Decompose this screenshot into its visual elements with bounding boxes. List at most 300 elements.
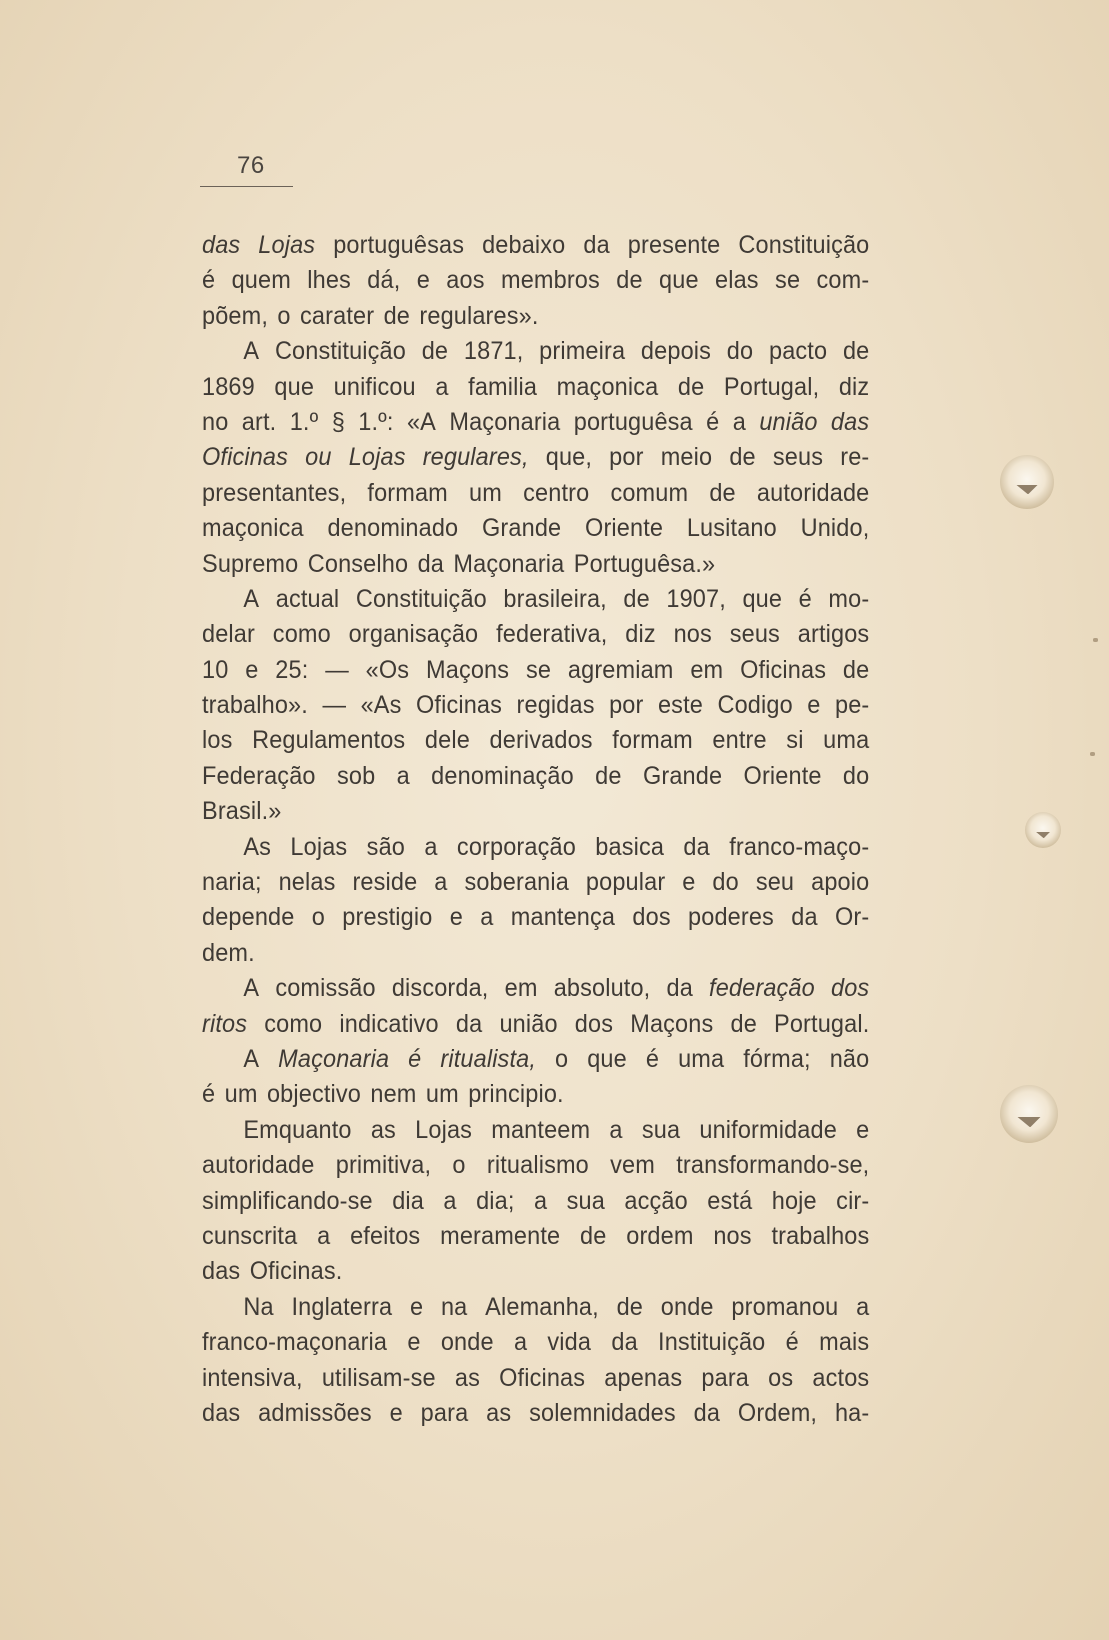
word: Lojas [290,832,348,861]
word: centro [523,478,590,507]
italic-word: ritualista, [440,1044,536,1073]
word: A [243,584,260,613]
text-line [202,1290,869,1325]
word: admissões [258,1398,372,1427]
word: é [798,584,812,613]
word: dia [392,1186,424,1215]
word: Maçonaria [449,407,561,436]
paper-speck [1090,752,1095,756]
word: se [525,655,552,684]
word: absoluto, [553,974,651,1003]
word: o [277,301,291,330]
word: como [264,1009,323,1038]
word: a [513,1328,528,1357]
word: dá, [367,266,401,295]
word: e [245,655,259,684]
word: e [407,1328,421,1357]
word: soberania [464,868,569,897]
text-line [202,936,869,971]
word: comissão [275,974,376,1003]
word: maçonica [202,514,304,543]
word: vida [547,1328,592,1357]
word: a [856,1292,870,1321]
word: depois [640,337,712,366]
word: «A [406,407,437,436]
body-text [202,228,869,1431]
word: Oficinas [415,691,503,720]
word: Oficinas [740,655,827,684]
word: 10 [202,655,229,684]
word: como [272,620,331,649]
word: re- [840,443,870,472]
word: carater [300,301,375,330]
word: o [311,903,326,932]
italic-word: regulares, [422,443,529,472]
punch-hole-icon [1000,455,1054,509]
word: a [443,1186,457,1215]
word: reside [352,868,418,897]
word: seus [772,443,824,472]
italic-word: ou [305,443,332,472]
word: naria; [202,868,262,897]
word: «Os [365,655,410,684]
text-line [202,511,869,546]
word: que, [545,443,593,472]
word: A [243,974,260,1003]
word: que [274,372,315,401]
word: Oficinas [499,1363,586,1392]
word: portuguêsa [573,407,693,436]
italic-word: ritos [202,1009,248,1038]
word: «As [360,691,402,720]
word: art. [241,407,277,436]
word: da [611,1328,638,1357]
word: Alemanha, [485,1292,599,1321]
word: Maçonaria [453,549,565,578]
word: a [533,1186,548,1215]
word: brasileira, [503,584,607,613]
word: actos [812,1363,870,1392]
word: que [659,266,699,295]
word: Lusitano [686,514,777,543]
word: dele [424,726,470,755]
word: derivados [489,726,593,755]
word: ordem [626,1221,694,1250]
word: e [449,903,463,932]
word: popular [585,868,666,897]
word: de [623,584,650,613]
text-line [202,263,869,298]
word: solemnidades [529,1398,676,1427]
word: Maçons [426,655,510,684]
text-line [202,688,869,723]
word: as [454,1363,480,1392]
word: das [202,1398,241,1427]
word: de [709,478,736,507]
word: primitiva, [335,1151,432,1180]
word: A [243,337,260,366]
word: 1869 [202,372,255,401]
word: hoje [771,1186,817,1215]
text-line [202,582,869,617]
word: § [331,407,345,436]
text-line [202,299,869,334]
word: simplificando-se [202,1186,373,1215]
word: formam [367,478,448,507]
text-line [202,405,869,440]
word: sua [641,1115,681,1144]
word: Instituição [658,1328,766,1357]
word: do [726,337,754,366]
word: em [690,655,724,684]
word: Oriente [585,514,664,543]
word: uniformidade [699,1115,837,1144]
word: discorda, [391,974,489,1003]
word: é [785,1328,799,1357]
word: pe- [834,691,870,720]
word: por [609,691,644,720]
word: Constituição [738,231,870,259]
word: é [645,1044,660,1073]
word: Portugal, [723,372,820,401]
word: está [707,1186,753,1215]
page-number-rule [200,186,293,187]
italic-word: das [202,231,241,259]
word: é [202,266,216,295]
word: e [416,266,430,295]
word: mais [819,1328,870,1357]
italic-word: união [759,407,818,436]
word: regidas [516,691,595,720]
word: nem [370,1080,417,1109]
text-line [202,370,869,405]
word: este [657,691,703,720]
word: dem. [202,938,255,967]
word: si [786,726,804,755]
word: não [829,1044,870,1073]
text-line [202,1148,869,1183]
word: de [842,337,870,366]
word: artigos [797,620,870,649]
text-line [202,971,869,1006]
italic-word: federação [709,974,815,1003]
word: a [732,407,746,436]
word: e [389,1398,403,1427]
word: Grande [642,761,723,790]
word: unificou [333,372,416,401]
word: debaixo [482,231,566,259]
word: é [706,407,720,436]
word: seus [729,620,780,649]
word: objectivo [266,1080,361,1109]
word: trabalho». [202,691,308,720]
word: Supremo [202,549,299,578]
word: promanou [731,1292,839,1321]
word: familia [468,372,538,401]
word: poderes [688,903,774,932]
word: são [366,832,405,861]
punch-hole-icon [1025,812,1061,848]
word: de [729,443,756,472]
word: organisação [348,620,479,649]
word: a [609,1115,623,1144]
word: o [554,1044,569,1073]
word: mo- [828,584,870,613]
italic-word: dos [830,974,870,1003]
word: põem, [202,301,269,330]
word: os [768,1363,794,1392]
word: efeitos [350,1221,421,1250]
text-line [202,1007,869,1042]
word: intensiva, [202,1363,303,1392]
word: que [587,1044,627,1073]
word: Brasil.» [202,797,282,826]
word: Na [243,1292,274,1321]
word: apenas [604,1363,683,1392]
text-line [202,476,869,511]
word: e [409,1292,424,1321]
word: Conselho [307,549,409,578]
word: da [666,974,693,1003]
word: autoridade [202,1151,315,1180]
word: agremiam [567,655,674,684]
word: nos [673,620,712,649]
text-line [202,1184,869,1219]
word: manteem [491,1115,591,1144]
word: do [712,868,739,897]
word: cir- [836,1186,870,1215]
word: um [425,1080,459,1109]
word: com- [816,266,870,295]
word: é [202,1080,216,1109]
word: principio. [468,1080,564,1109]
word: de [842,655,870,684]
word: 1.º: [358,407,394,436]
word: Oficinas. [249,1257,343,1286]
word: 1871, [463,337,524,366]
text-line [202,1254,869,1289]
word: das [202,1257,241,1286]
word: lhes [307,266,351,295]
word: a [434,868,448,897]
word: corporação [456,832,576,861]
word: pacto [768,337,828,366]
word: de [616,266,643,295]
word: uma [823,726,870,755]
word: federativa, [496,620,608,649]
page-number: 76 [237,152,265,179]
word: um [469,478,502,507]
word: uma [678,1044,725,1073]
word: na [440,1292,468,1321]
word: de [580,1221,607,1250]
word: — [325,655,349,684]
word: Regulamentos [252,726,406,755]
word: apoio [811,868,870,897]
paper-speck [1093,638,1098,642]
word: basica [595,832,665,861]
word: no [202,407,229,436]
word: Unido, [800,514,870,543]
word: sob [336,761,376,790]
word: e [682,868,696,897]
word: primeira [539,337,626,366]
word: los [202,726,233,755]
punch-hole-icon [1000,1085,1058,1143]
word: Grande [482,514,562,543]
word: nelas [278,868,336,897]
italic-word: Lojas [348,443,406,472]
word: que [742,584,783,613]
word: Lojas [415,1115,473,1144]
word: o [452,1151,466,1180]
italic-word: das [830,407,870,436]
word: quem [231,266,291,295]
word: por [609,443,644,472]
word: formam [612,726,693,755]
italic-word: Oficinas [202,443,289,472]
italic-word: é [408,1044,422,1073]
word: a [480,903,494,932]
word: Oriente [743,761,822,790]
word: ritualismo [486,1151,589,1180]
word: As [243,832,272,861]
word: prestigio [342,903,433,932]
word: a [317,1221,331,1250]
word: a [396,761,410,790]
word: Federação [202,761,316,790]
word: de [616,1292,644,1321]
word: entre [712,726,767,755]
word: depende [202,903,295,932]
word: diz [838,372,870,401]
word: para [420,1398,469,1427]
word: seu [755,868,795,897]
text-line [202,334,869,369]
word: elas [715,266,759,295]
word: da [417,549,444,578]
word: união [499,1009,558,1038]
word: e [807,691,821,720]
word: Codigo [717,691,793,720]
text-line [202,1077,869,1112]
word: e [856,1115,870,1144]
word: meio [660,443,713,472]
word: de [595,761,622,790]
word: fórma; [743,1044,811,1073]
word: Constituição [355,584,487,613]
word: denominação [431,761,574,790]
word: membros [500,266,600,295]
text-line [202,830,869,865]
word: Portugal. [774,1009,870,1038]
word: actual [275,584,340,613]
text-line [202,547,869,582]
word: autoridade [756,478,870,507]
text-line [202,794,869,829]
text-line [202,1361,869,1396]
word: ha- [834,1398,870,1427]
italic-word: Maçonaria [278,1044,390,1073]
word: denominado [327,514,459,543]
word: Or- [834,903,870,932]
word: em [504,974,538,1003]
word: mantença [510,903,616,932]
word: comum [610,478,689,507]
word: aos [446,266,485,295]
text-line [202,723,869,758]
word: as [370,1115,396,1144]
word: dos [632,903,671,932]
word: franco-maçonaria [202,1328,388,1357]
word: dia; [476,1186,515,1215]
text-line [202,900,869,935]
word: portuguêsas [333,231,465,259]
word: da [455,1009,483,1038]
text-line [202,617,869,652]
word: acção [624,1186,688,1215]
italic-word: Lojas [258,231,316,259]
text-line [202,1219,869,1254]
word: indicativo [339,1009,439,1038]
text-line [202,228,869,263]
word: franco-maço- [729,832,870,861]
word: delar [202,620,255,649]
text-line [202,1113,869,1148]
word: 25: [275,655,309,684]
text-line [202,1396,869,1431]
word: A [243,1044,260,1073]
word: regulares». [419,301,539,330]
word: da [791,903,818,932]
word: a [435,372,449,401]
word: do [842,761,870,790]
word: da [693,1398,721,1427]
word: de [421,337,449,366]
word: onde [660,1292,714,1321]
word: as [486,1398,512,1427]
word: da [583,231,610,259]
word: de [383,301,410,330]
word: diz [625,620,656,649]
word: se [775,266,801,295]
text-line [202,865,869,900]
text-line [202,759,869,794]
word: vem [610,1151,655,1180]
word: de [677,372,705,401]
word: presentantes, [202,478,347,507]
word: 1.º [289,407,319,436]
word: Portuguêsa.» [573,549,716,578]
word: para [701,1363,750,1392]
word: Constituição [274,337,406,366]
word: — [322,691,347,720]
word: Maçons [630,1009,714,1038]
word: utilisam-se [321,1363,436,1392]
word: Ordem, [737,1398,818,1427]
text-line [202,1042,869,1077]
word: da [683,832,710,861]
word: transformando-se, [676,1151,870,1180]
word: a [424,832,438,861]
word: meramente [440,1221,561,1250]
word: sua [566,1186,605,1215]
word: nos [713,1221,752,1250]
word: Emquanto [243,1115,352,1144]
word: 1907, [666,584,726,613]
word: de [730,1009,757,1038]
text-line [202,440,869,475]
